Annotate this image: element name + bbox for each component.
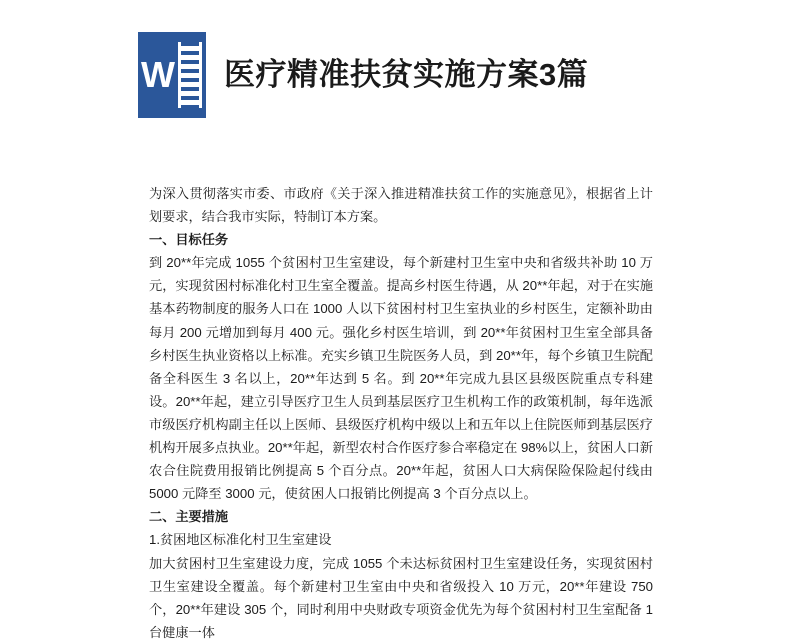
word-icon-lines bbox=[178, 42, 202, 108]
section-heading: 二、主要措施 bbox=[149, 509, 229, 525]
paragraph: 到 20**年完成 1055 个贫困村卫生室建设，每个新建村卫生室中央和省级共补助 10 万元，实现贫困村标准化村卫生室全覆盖。提高乡村医生待遇，从 20**年起，对于在实施基本药物制度的服务人口在 1000 人以下贫困村村卫生室执业的乡村医生，定额补助由每月 200 元增加到每月 400 元。强化乡村医生培训，到 20**年贫困村卫生室全部具备乡村医生执业资格以上标准。充实乡镇卫生院医务人员，到 20**年，每个乡镇卫生院配备全科医生 3 名以上，20**年达到 5 名。到 20**年完成九县区县级医院重点专科建设。20**年起，建立引导医疗卫生人员到基层医疗卫生机构工作的政策机制，每年选派市级医疗机构副主任以上医师、县级医疗机构中级以上和五年以上住院医师到基层医疗机构开展多点执业。20**年起，新型农村合作医疗参合率稳定在 98%以上，贫困人口新农合住院费用报销比例提高 5 个百分点。20**年起，贫困人口大病保险保险起付线由 5000 元降至 3000 元，使贫困人口报销比例提高 3 个百分点以上。 bbox=[149, 255, 653, 502]
document-header bbox=[0, 0, 800, 150]
word-icon-letter: W bbox=[141, 54, 175, 95]
paragraph: 加大贫困村卫生室建设力度，完成 1055 个未达标贫困村卫生室建设任务，实现贫困村卫生室建设全覆盖。每个新建村卫生室由中央和省级投入 10 万元，20**年建设 750 个，20**年建设 305 个，同时利用中央财政专项资金优先为每个贫困村村卫生室配备 1 台健康一体 bbox=[149, 555, 653, 640]
page-title: 医疗精准扶贫实施方案3篇 bbox=[224, 57, 589, 92]
section-heading: 一、目标任务 bbox=[149, 232, 229, 248]
word-document-icon bbox=[138, 32, 206, 118]
paragraph: 1.贫困地区标准化村卫生室建设 bbox=[149, 532, 332, 548]
document-body bbox=[149, 182, 653, 644]
paragraph: 为深入贯彻落实市委、市政府《关于深入推进精准扶贫工作的实施意见》，根据省上计划要求，结合我市实际，特制订本方案。 bbox=[149, 186, 653, 225]
